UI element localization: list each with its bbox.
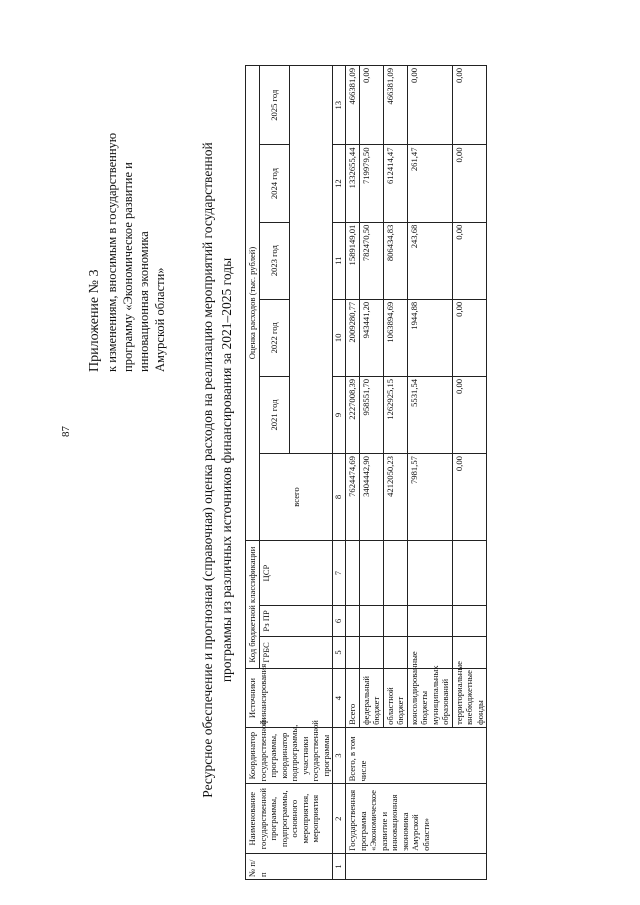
column-number: 2 <box>333 784 346 854</box>
total-cell: 7624474,69 <box>346 454 360 541</box>
rzpr-cell <box>383 606 407 636</box>
column-number: 10 <box>333 299 346 376</box>
header-num: № п/п <box>246 853 333 879</box>
header-source: Источники финансирования <box>246 669 333 728</box>
header-years-spacer <box>290 66 333 454</box>
column-number-row <box>333 66 346 880</box>
resource-table-container <box>245 65 605 880</box>
annex-title: Приложение № 3 <box>87 269 102 372</box>
resource-table <box>245 65 487 880</box>
year-2023-cell: 1589149,01 <box>346 222 360 299</box>
year-2025-cell: 466381,09 <box>346 66 360 146</box>
source-cell: областной бюджет <box>383 669 407 728</box>
year-2024-cell: 261,47 <box>407 145 452 222</box>
source-cell: федеральный бюджет <box>359 669 383 728</box>
header-total: всего <box>259 454 333 541</box>
year-2025-cell: 0,00 <box>452 66 487 146</box>
year-2021-cell: 2227008,39 <box>346 376 360 453</box>
document-title-line-1: Ресурсное обеспечение и прогнозная (справочная) оценка расходов на реализацию мероприятий государственной <box>200 142 215 798</box>
year-2023-cell: 782470,50 <box>359 222 383 299</box>
year-2021-cell: 958551,70 <box>359 376 383 453</box>
year-2023-cell: 243,68 <box>407 222 452 299</box>
document-title-line-2: программы из различных источников финансирования за 2021–2025 годы <box>219 257 234 683</box>
header-csr: ЦСР <box>259 540 333 605</box>
year-2025-cell: 0,00 <box>359 66 383 146</box>
total-cell: 4212050,23 <box>383 454 407 541</box>
header-year-2022: 2022 год <box>259 299 290 376</box>
annex-line: к изменениям, вносимым в государственную <box>105 132 119 372</box>
year-2024-cell: 612414,47 <box>383 145 407 222</box>
header-year-2025: 2025 год <box>259 66 290 146</box>
annex-line: инновационная экономика <box>137 231 151 372</box>
rzpr-cell <box>346 606 360 636</box>
year-2024-cell: 1332655,44 <box>346 145 360 222</box>
csr-cell <box>346 540 360 605</box>
total-cell: 3404442,90 <box>359 454 383 541</box>
annex-block <box>86 32 168 372</box>
header-year-2023: 2023 год <box>259 222 290 299</box>
header-year-2024: 2024 год <box>259 145 290 222</box>
column-number: 3 <box>333 727 346 784</box>
header-grbs: ГРБС <box>259 636 333 669</box>
header-name: Наименование государственной программы, подпрограммы, основного мероприятия, мероприятия <box>246 784 333 854</box>
year-2024-cell: 0,00 <box>452 145 487 222</box>
column-number: 8 <box>333 454 346 541</box>
column-number: 5 <box>333 636 346 669</box>
year-2023-cell: 806434,83 <box>383 222 407 299</box>
grbs-cell <box>346 636 360 669</box>
source-cell: территориальные внебюджетные фонды <box>452 669 487 728</box>
year-2022-cell: 0,00 <box>452 299 487 376</box>
year-2022-cell: 2009280,77 <box>346 299 360 376</box>
header-coordinator: Координатор государственной программы, координатор подпрограммы, участники государственной программы <box>246 727 333 784</box>
year-2024-cell: 719979,50 <box>359 145 383 222</box>
csr-cell <box>407 540 452 605</box>
column-number: 4 <box>333 669 346 728</box>
column-number: 12 <box>333 145 346 222</box>
column-number: 13 <box>333 66 346 146</box>
grbs-cell <box>359 636 383 669</box>
source-cell: Всего <box>346 669 360 728</box>
column-number: 11 <box>333 222 346 299</box>
row-number-cell <box>346 853 487 879</box>
year-2025-cell: 466381,09 <box>383 66 407 146</box>
grbs-cell <box>383 636 407 669</box>
rzpr-cell <box>407 606 452 636</box>
page-number: 87 <box>60 426 72 437</box>
rzpr-cell <box>359 606 383 636</box>
column-number: 1 <box>333 853 346 879</box>
header-estimate: Оценка расходов (тыс. рублей) <box>246 66 260 541</box>
total-cell: 0,00 <box>452 454 487 541</box>
document-title <box>198 75 236 865</box>
annex-line: программу «Экономическое развитие и <box>121 162 135 372</box>
header-rzpr: Рз ПР <box>259 606 333 636</box>
header-budget-code: Код бюджетной классификации <box>246 540 260 668</box>
csr-cell <box>359 540 383 605</box>
total-cell: 7981,57 <box>407 454 452 541</box>
annex-line: Амурской области» <box>153 267 167 372</box>
column-number: 7 <box>333 540 346 605</box>
rzpr-cell <box>452 606 487 636</box>
year-2022-cell: 1944,88 <box>407 299 452 376</box>
table-row <box>346 66 360 880</box>
year-2022-cell: 1063894,69 <box>383 299 407 376</box>
year-2025-cell: 0,00 <box>407 66 452 146</box>
year-2023-cell: 0,00 <box>452 222 487 299</box>
year-2022-cell: 943441,20 <box>359 299 383 376</box>
column-number: 6 <box>333 606 346 636</box>
csr-cell <box>383 540 407 605</box>
header-year-2021: 2021 год <box>259 376 290 453</box>
csr-cell <box>452 540 487 605</box>
source-cell: консолидированные бюджеты муниципальных образований <box>407 669 452 728</box>
year-2021-cell: 1262925,15 <box>383 376 407 453</box>
program-name-cell: Государственная программа «Экономическое развитие и инновационная экономика Амурской области» <box>346 784 487 854</box>
year-2021-cell: 5531,54 <box>407 376 452 453</box>
coordinator-cell: Всего, в том числе <box>346 727 487 784</box>
column-number: 9 <box>333 376 346 453</box>
year-2021-cell: 0,00 <box>452 376 487 453</box>
